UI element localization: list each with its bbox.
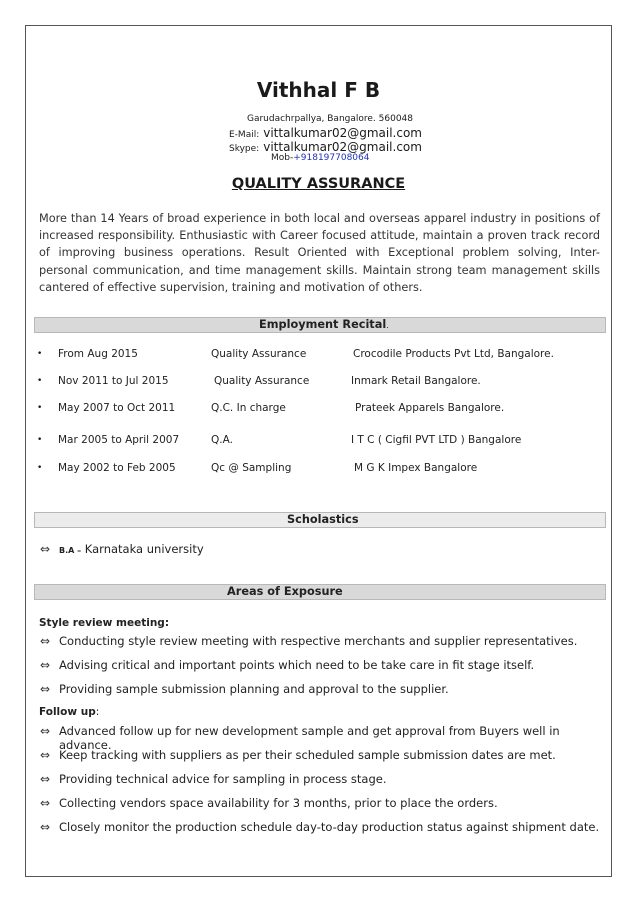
employment-company: Inmark Retail Bangalore. (351, 375, 481, 387)
double-arrow-icon: ⇔ (40, 748, 51, 762)
list-item-text: Advising critical and important points which need to be take care in fit stage itself. (59, 658, 535, 672)
employment-company: M G K Impex Bangalore (354, 462, 478, 474)
bullet-icon: • (37, 349, 43, 359)
employment-position: Quality Assurance (214, 375, 310, 387)
employment-company: I T C ( Cigfil PVT LTD ) Bangalore (351, 434, 522, 446)
list-item-text: Providing sample submission planning and approval to the supplier. (59, 682, 449, 696)
employment-heading: Employment Recital. (259, 318, 389, 331)
employment-period: Mar 2005 to April 2007 (58, 434, 180, 446)
list-item-text: Providing technical advice for sampling in process stage. (59, 772, 387, 786)
employment-company: Prateek Apparels Bangalore. (355, 402, 505, 414)
email-label: E-Mail: (229, 130, 260, 140)
employment-section-header (34, 317, 606, 333)
degree-name: B.A – (59, 546, 82, 555)
skype-id: vittalkumar02@gmail.com (263, 140, 422, 154)
role-title: QUALITY ASSURANCE (231, 176, 406, 192)
list-item-text: Closely monitor the production schedule day-to-day production status against shipment date. (59, 820, 600, 834)
mobile-line (271, 153, 370, 163)
double-arrow-icon: ⇔ (40, 724, 51, 738)
resume-page (25, 25, 612, 877)
exposure-section-header (34, 584, 606, 600)
exposure-heading: Areas of Exposure (227, 585, 343, 598)
mobile-label: Mob- (271, 153, 294, 163)
list-item-text: Advanced follow up for new development sample and get approval from Buyers well in advance. (59, 724, 560, 752)
degree-text (59, 542, 204, 556)
employment-position: Q.A. (211, 434, 233, 446)
scholastics-heading: Scholastics (287, 513, 359, 526)
skype-label: Skype: (229, 144, 260, 154)
list-item-text: Conducting style review meeting with respective merchants and supplier representatives. (59, 634, 578, 648)
employment-period: May 2002 to Feb 2005 (58, 462, 176, 474)
skype-line (229, 140, 422, 154)
email-line (229, 126, 422, 140)
list-item-text: Keep tracking with suppliers as per their scheduled sample submission dates are met. (59, 748, 556, 762)
double-arrow-icon: ⇔ (40, 772, 51, 786)
mobile-number[interactable]: +918197708064 (293, 153, 370, 163)
email-address[interactable]: vittalkumar02@gmail.com (263, 126, 422, 140)
employment-position: Q.C. In charge (211, 402, 286, 414)
employment-position: Quality Assurance (211, 348, 307, 360)
bullet-icon: • (37, 403, 43, 413)
employment-position: Qc @ Sampling (211, 462, 292, 474)
style-review-title: Style review meeting: (39, 617, 170, 629)
double-arrow-icon: ⇔ (40, 682, 51, 696)
university-name: Karnataka university (84, 542, 204, 556)
follow-up-title: Follow up: (39, 706, 100, 718)
double-arrow-icon: ⇔ (40, 820, 51, 834)
list-item-text: Collecting vendors space availability for 3 months, prior to place the orders. (59, 796, 498, 810)
candidate-name: Vithhal F B (256, 78, 381, 102)
bullet-icon: • (37, 463, 43, 473)
employment-period: Nov 2011 to Jul 2015 (58, 375, 169, 387)
employment-period: From Aug 2015 (58, 348, 138, 360)
profile-summary: More than 14 Years of broad experience in both local and overseas apparel industry in positions of increased responsibility. Enthusiastic with Career focused attitude, maintain a proven track record of improving business operations. Result Oriented with Exceptional problem solving, Inter- personal communication, and time management skills. Maintain strong team management skills cantered of effective supervision, training and motivation of others. (39, 212, 600, 294)
double-arrow-icon: ⇔ (40, 542, 51, 556)
employment-company: Crocodile Products Pvt Ltd, Bangalore. (353, 348, 554, 360)
scholastics-section-header (34, 512, 606, 528)
employment-period: May 2007 to Oct 2011 (58, 402, 176, 414)
double-arrow-icon: ⇔ (40, 658, 51, 672)
double-arrow-icon: ⇔ (40, 796, 51, 810)
bullet-icon: • (37, 376, 43, 386)
bullet-icon: • (37, 435, 43, 445)
double-arrow-icon: ⇔ (40, 634, 51, 648)
address: Garudachrpallya, Bangalore. 560048 (246, 114, 413, 124)
